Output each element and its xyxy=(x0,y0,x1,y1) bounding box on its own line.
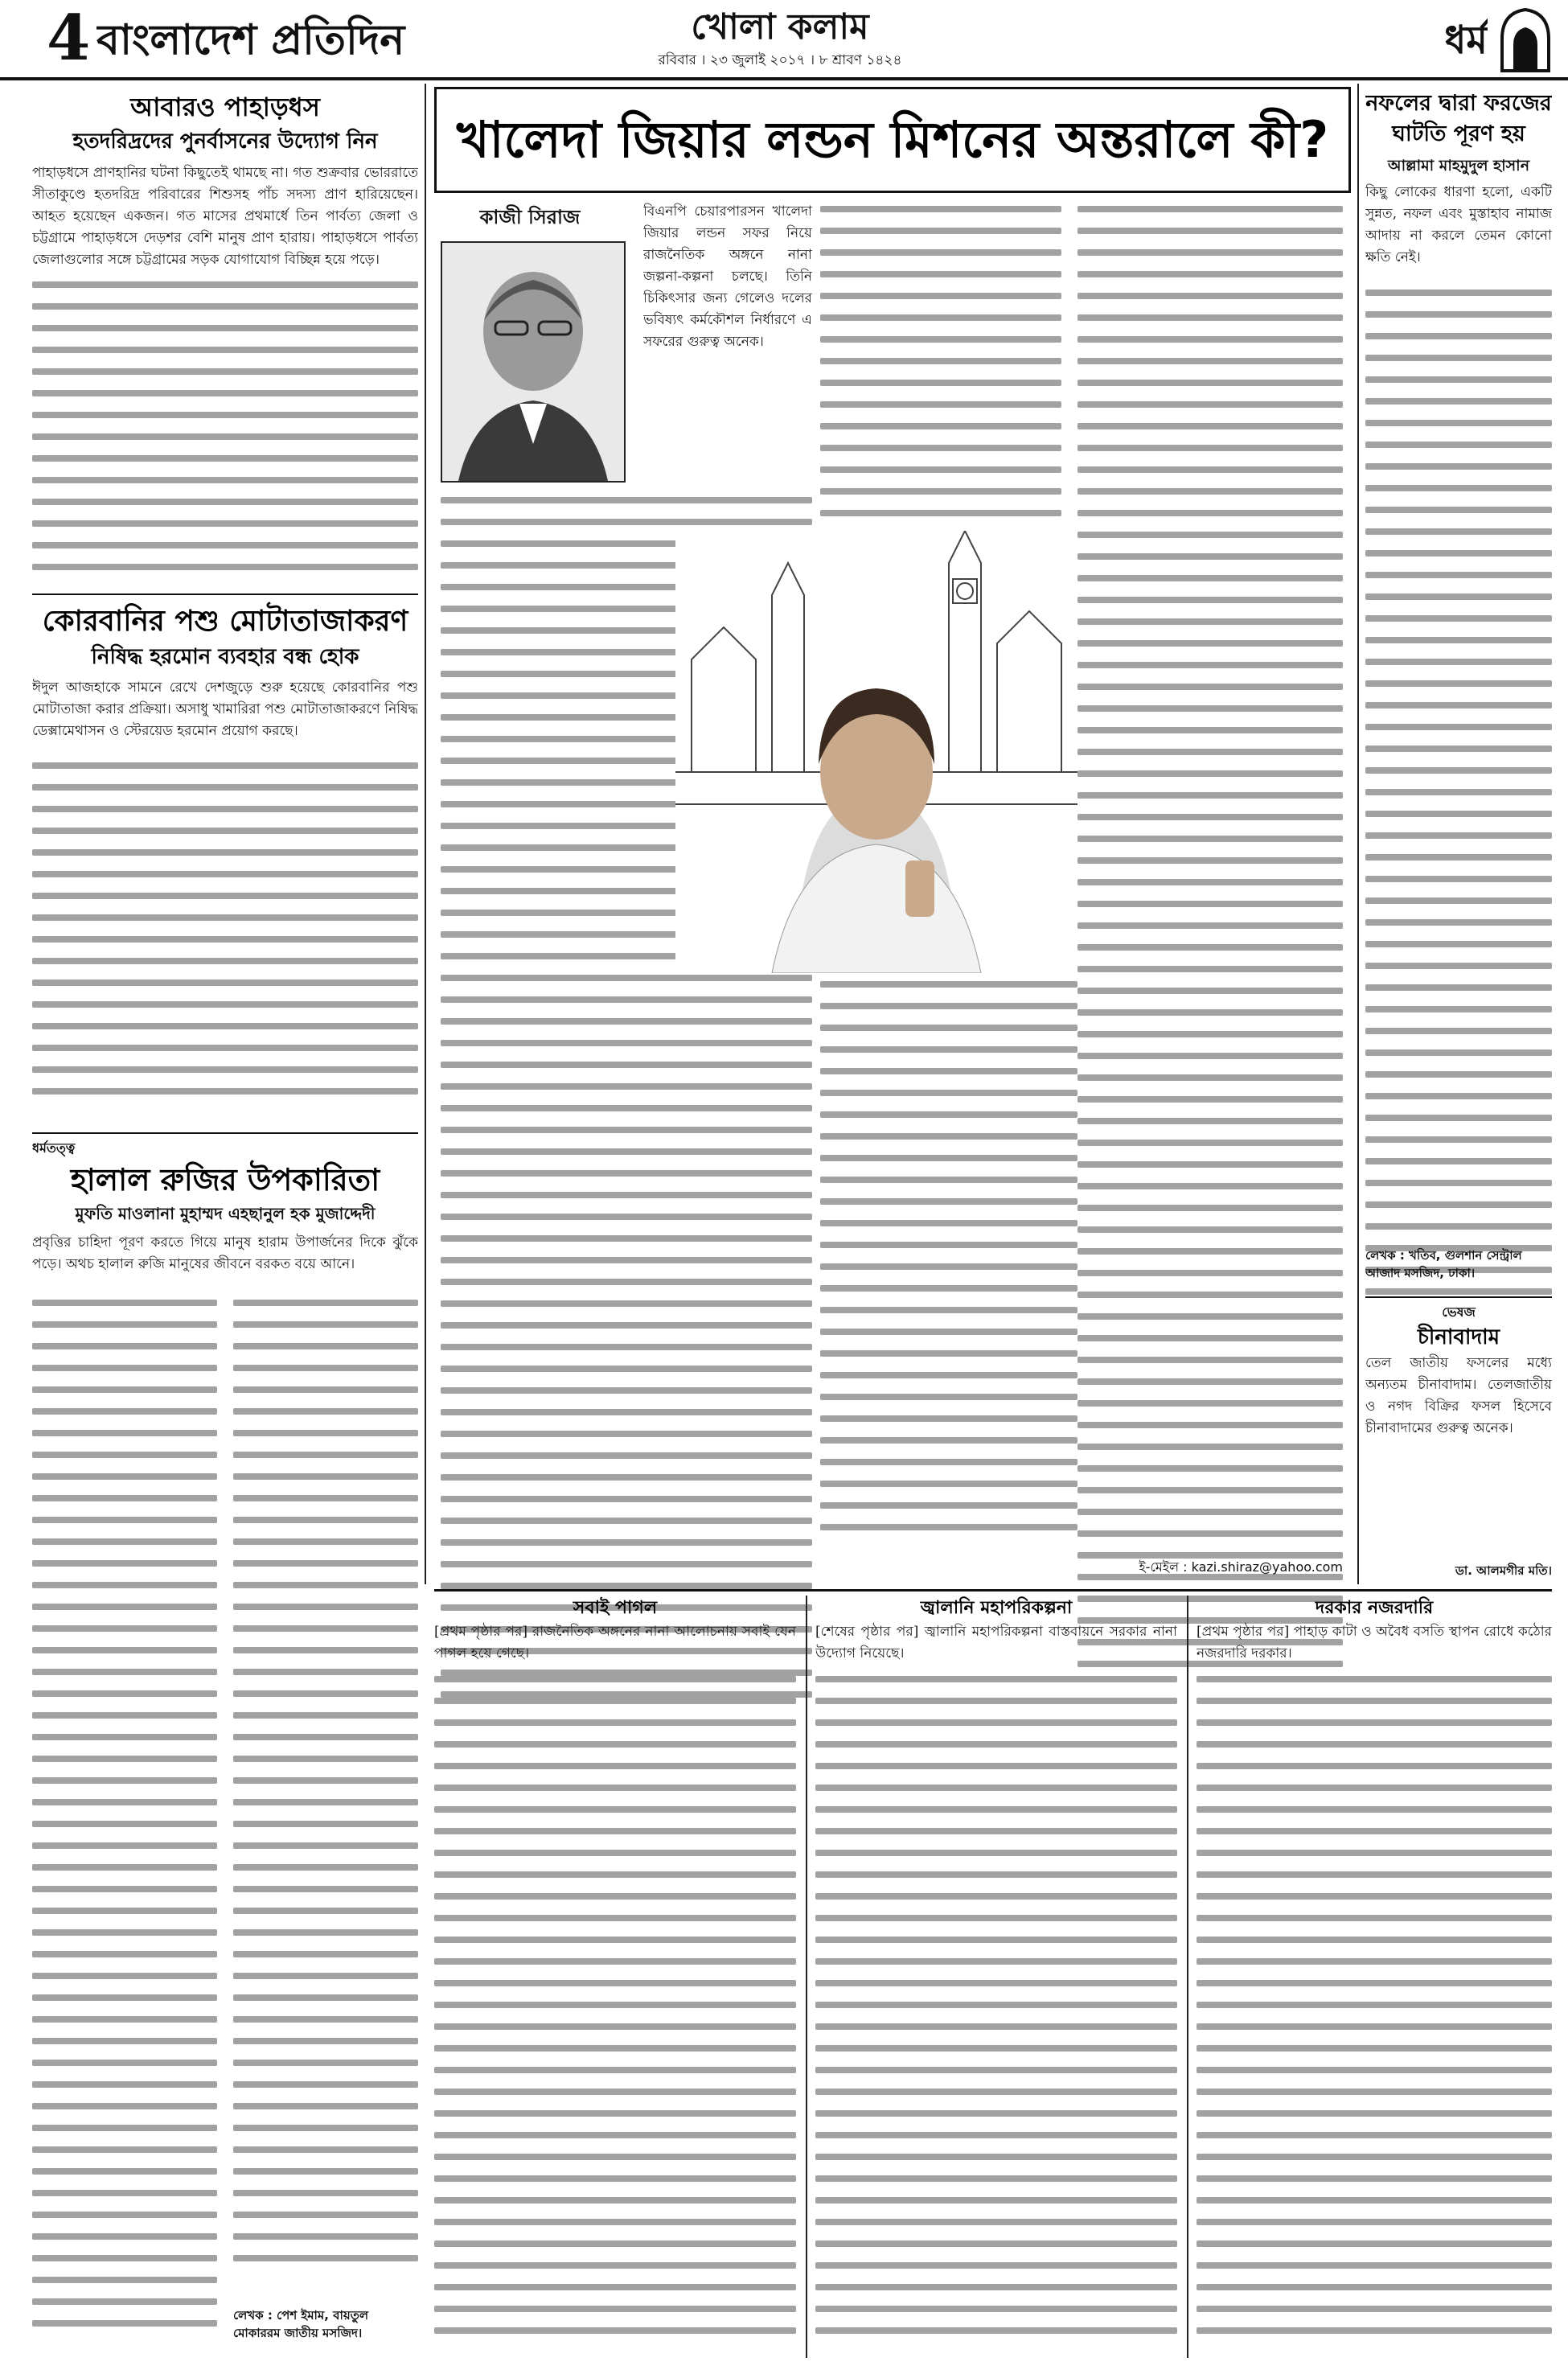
text-lines xyxy=(820,206,1061,532)
article-body: বিএনপি চেয়ারপারসন খালেদা জিয়ার লন্ডন সফর নিয়ে রাজনৈতিক অঙ্গনে নানা জল্পনা-কল্পনা চলছে। তিনি চিকিৎসার জন্য গেলেও দলের ভবিষ্যৎ কর্মকৌশল নির্ধারণে এ সফরের গুরুত্ব অনেক। xyxy=(643,203,812,350)
text-lines xyxy=(820,981,1077,1546)
headline: হালাল রুজির উপকারিতা xyxy=(70,1162,380,1197)
masthead-rule xyxy=(0,77,1568,80)
divider xyxy=(32,594,418,595)
article-body: [শেষের পৃষ্ঠার পর] জ্বালানি মহাপরিকল্পনা বাস্তবায়নে সরকার নানা উদ্যোগ নিয়েছে। xyxy=(815,1624,1177,1661)
page-number: 4 xyxy=(47,2,91,75)
text-lines xyxy=(1365,290,1552,1295)
article-body: [প্রথম পৃষ্ঠার পর] রাজনৈতিক অঙ্গনের নানা আলোচনায় সবাই যেন পাগল হয়ে গেছে। xyxy=(434,1624,796,1661)
article-body: কিছু লোকের ধারণা হলো, একটি সুন্নত, নফল এবং মুস্তাহাব নামাজ আদায় না করলে তেমন কোনো ক্ষতি নেই। xyxy=(1365,184,1552,265)
article-halal xyxy=(32,1139,418,2358)
article-body: [প্রথম পৃষ্ঠার পর] পাহাড় কাটা ও অবৈধ বসতি স্থাপন রোধে কঠোর নজরদারি দরকার। xyxy=(1197,1624,1552,1661)
headline: হতদরিদ্রদের পুনর্বাসনের উদ্যোগ নিন xyxy=(72,129,378,154)
text-lines xyxy=(434,1676,796,2349)
article-body: ঈদুল আজহাকে সামনে রেখে দেশজুড়ে শুরু হয়েছে কোরবানির পশু মোটাতাজা করার প্রক্রিয়া। অসাধু খামারিরা পশু মোটাতাজাকরণে নিষিদ্ধ ডেক্সামেথাসন ও স্টেরয়েড হরমোন প্রয়োগ করছে। xyxy=(32,680,418,739)
text-lines-left xyxy=(32,1300,217,2342)
author-note: লেখক : পেশ ইমাম, বায়তুল মোকাররম জাতীয় মসজিদ। xyxy=(233,2308,369,2340)
divider xyxy=(32,1132,418,1134)
headline: কোরবানির পশু মোটাতাজাকরণ xyxy=(42,605,408,638)
main-headline-box xyxy=(434,87,1351,193)
divider xyxy=(1365,1296,1552,1298)
masthead xyxy=(0,0,1568,77)
column-rule xyxy=(806,1596,807,2358)
headline: নফলের দ্বারা ফরজের ঘাটতি পূরণ হয় xyxy=(1365,91,1552,146)
london-illustration xyxy=(675,531,1077,973)
bottom-article-nojordari xyxy=(1197,1596,1552,2358)
article-nofol xyxy=(1365,88,1552,1295)
email-line xyxy=(1077,1557,1343,1578)
section-tag: ধর্মতত্ত্ব xyxy=(32,1140,76,1156)
text-lines xyxy=(1197,1676,1552,2349)
article-body: তেল জাতীয় ফসলের মধ্যে অন্যতম চীনাবাদাম। তেলজাতীয় ও নগদ বিক্রির ফসল হিসেবে চীনাবাদামের গুরুত্ব অনেক। xyxy=(1365,1355,1552,1436)
author-photo xyxy=(441,241,626,483)
article-herbal xyxy=(1365,1303,1552,1584)
byline: আল্লামা মাহমুদুল হাসান xyxy=(1387,157,1530,175)
bottom-article-sobai-pagol xyxy=(434,1596,796,2358)
article-body: পাহাড়ধসে প্রাণহানির ঘটনা কিছুতেই থামছে না। গত শুক্রবার ভোররাতে সীতাকুণ্ডে হতদরিদ্র পরিবারের শিশুসহ পাঁচ সদস্য প্রাণ হারিয়েছেন। আহত হয়েছেন একজন। গত মাসের প্রথমার্ধে তিন পার্বত্য জেলা ও চট্টগ্রামে পাহাড়ধসে দেড়শর বেশি মানুষ প্রাণ হারায়। পাহাড়ধসে পার্বত্য জেলাগুলোর সঙ্গে চট্টগ্রামের সড়ক যোগাযোগ বিচ্ছিন্ন হয়ে পড়ে। xyxy=(32,165,418,268)
main-headline: খালেদা জিয়ার লন্ডন মিশনের অন্তরালে কী? xyxy=(456,110,1329,169)
headline: সবাই পাগল xyxy=(573,1598,658,1618)
column-rule xyxy=(1187,1596,1188,2358)
headline: জ্বালানি মহাপরিকল্পনা xyxy=(920,1598,1073,1618)
bottom-article-energy xyxy=(815,1596,1177,2358)
article-korbani xyxy=(32,602,418,1124)
bottom-divider xyxy=(434,1589,1552,1592)
subheadline: নিষিদ্ধ হরমোন ব্যবহার বন্ধ হোক xyxy=(91,645,359,669)
column-rule xyxy=(1357,84,1359,1584)
headline: দরকার নজরদারি xyxy=(1315,1598,1434,1618)
dateline: রবিবার । ২৩ জুলাই ২০১৭ । ৮ শ্রাবণ ১৪২৪ xyxy=(658,52,902,68)
article-body: প্রবৃত্তির চাহিদা পূরণ করতে গিয়ে মানুষ হারাম উপার্জনের দিকে ঝুঁকে পড়ে। অথচ হালাল রুজি মানুষের জীবনে বরকত বয়ে আনে। xyxy=(32,1234,418,1272)
text-lines xyxy=(32,762,418,1110)
religion-label: ধর্ম xyxy=(1444,18,1488,63)
column-rule xyxy=(425,84,426,1584)
article-pahar-dhos xyxy=(32,88,418,587)
email-address[interactable]: kazi.shiraz@yahoo.com xyxy=(1191,1559,1343,1575)
center-body-col1 xyxy=(643,201,812,507)
text-lines xyxy=(1077,206,1343,1682)
email-label: ই-মেইল : xyxy=(1139,1559,1188,1575)
text-lines xyxy=(32,281,418,585)
section-tag: ভেষজ xyxy=(1442,1304,1476,1320)
section-title: খোলা কলাম xyxy=(691,6,869,47)
author-note: ডা. আলমগীর মতি। xyxy=(1455,1563,1552,1578)
mosque-icon xyxy=(1497,6,1554,74)
text-lines-right xyxy=(233,1300,418,2277)
author-note: লেখক : খতিব, গুলশান সেন্ট্রাল আজাদ মসজিদ, ঢাকা। xyxy=(1365,1248,1522,1280)
byline: মুফতি মাওলানা মুহাম্মদ এহছানুল হক মুজাদ্দেদী xyxy=(75,1204,376,1223)
author-name: কাজী সিরাজ xyxy=(479,206,581,228)
kicker: আবারও পাহাড়ধস xyxy=(130,92,320,122)
headline: চীনাবাদাম xyxy=(1417,1325,1500,1349)
paper-name: বাংলাদেশ প্রতিদিন xyxy=(96,16,405,64)
text-lines xyxy=(815,1676,1177,2349)
